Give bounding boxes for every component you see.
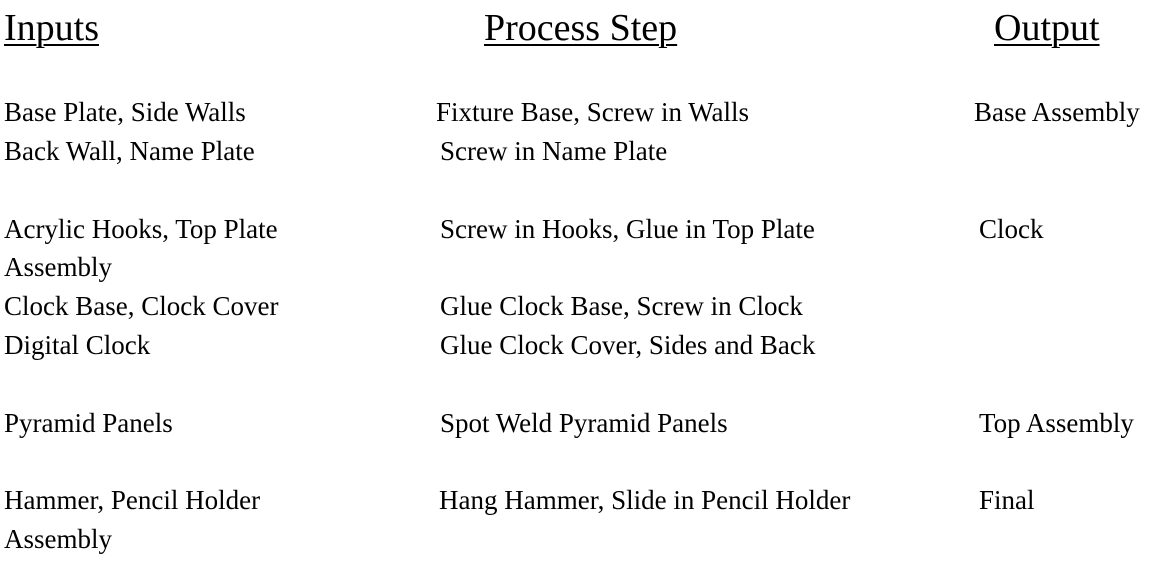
row-2-input-line-1: Acrylic Hooks, Top Plate	[4, 214, 278, 244]
row-2-process-line-3: Glue Clock Cover, Sides and Back	[440, 330, 816, 360]
row-4-process-line-1: Hang Hammer, Slide in Pencil Holder	[439, 485, 851, 515]
row-1-process-line-1: Fixture Base, Screw in Walls	[436, 97, 750, 127]
row-1-input-line-1: Base Plate, Side Walls	[4, 97, 246, 127]
row-2-output: Clock	[979, 214, 1044, 244]
row-2-input-line-4: Digital Clock	[4, 330, 151, 360]
row-2-input-line-2: Assembly	[4, 252, 112, 282]
row-3-process-line-1: Spot Weld Pyramid Panels	[440, 408, 728, 438]
row-2-process-line-1: Screw in Hooks, Glue in Top Plate	[440, 214, 815, 244]
row-1-input-line-2: Back Wall, Name Plate	[4, 136, 255, 166]
row-4-output: Final	[979, 485, 1035, 515]
row-2-input-line-3: Clock Base, Clock Cover	[4, 291, 279, 321]
row-3-output: Top Assembly	[979, 408, 1134, 438]
output-heading: Output	[994, 7, 1100, 49]
row-1-output: Base Assembly	[974, 97, 1140, 127]
row-3-input-line-1: Pyramid Panels	[4, 408, 173, 438]
row-4-input-line-2: Assembly	[4, 524, 112, 554]
row-4-input-line-1: Hammer, Pencil Holder	[4, 485, 261, 515]
inputs-heading: Inputs	[4, 7, 99, 49]
row-1-process-line-2: Screw in Name Plate	[440, 136, 668, 166]
row-2-process-line-2: Glue Clock Base, Screw in Clock	[440, 291, 803, 321]
process-step-heading: Process Step	[484, 7, 678, 49]
